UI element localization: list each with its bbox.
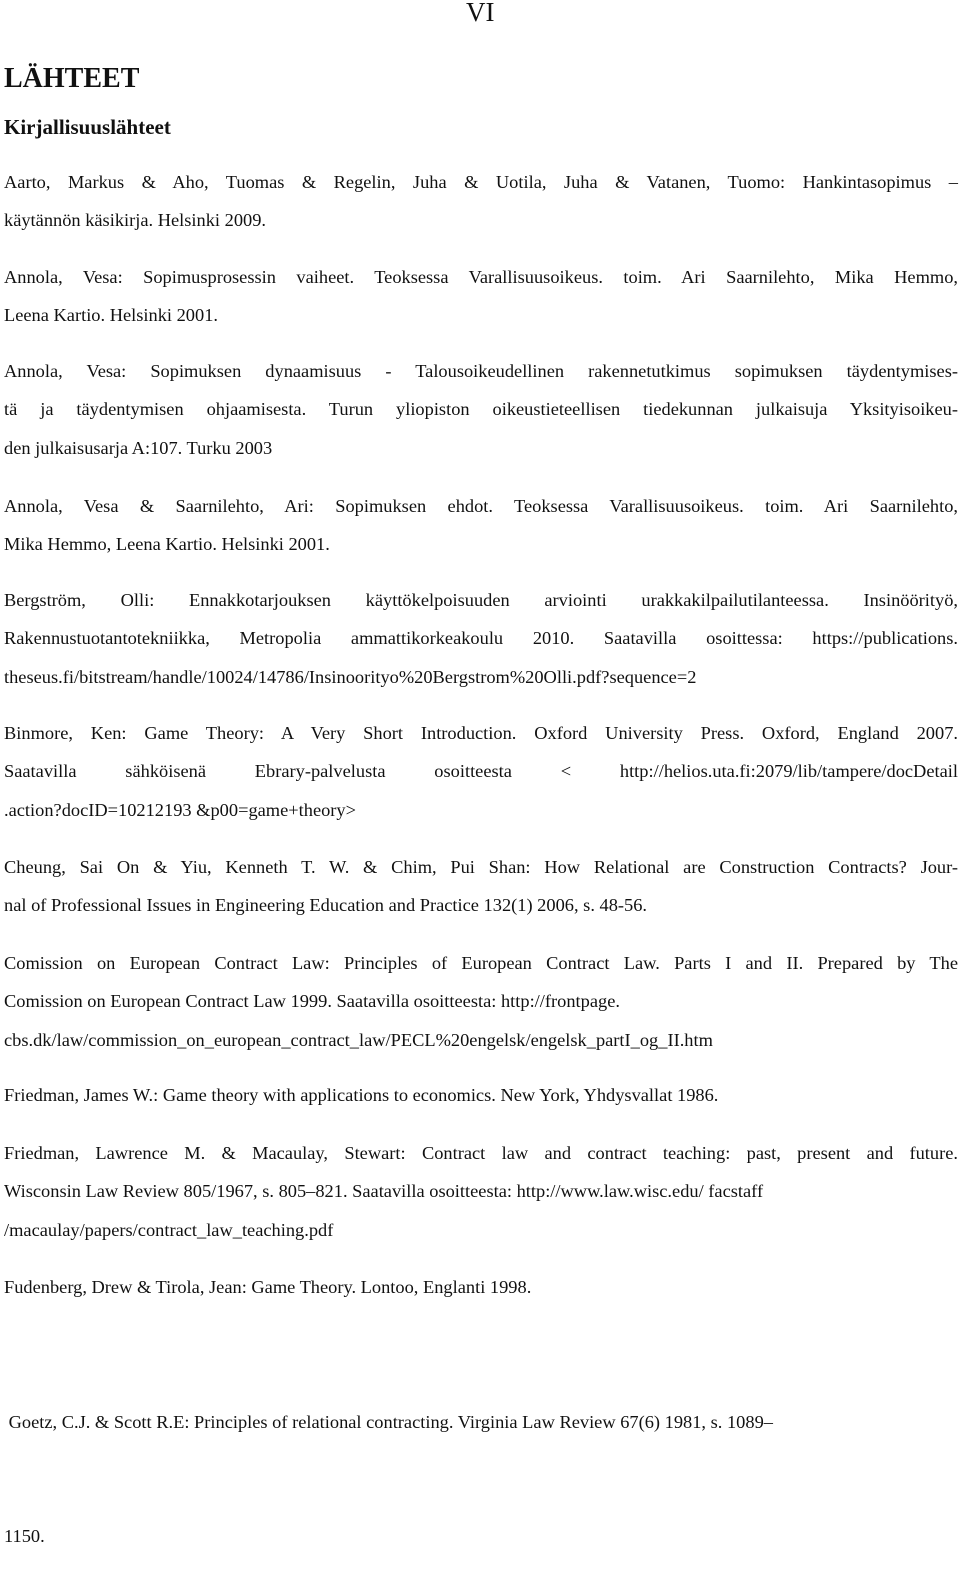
reference-line: Binmore, Ken: Game Theory: A Very Short Introduction. Oxford University Press. Oxford, England 2007. <box>4 723 958 743</box>
reference-entry <box>4 848 958 925</box>
reference-line: Leena Kartio. Helsinki 2001. <box>4 305 218 326</box>
reference-line: Annola, Vesa & Saarnilehto, Ari: Sopimuksen ehdot. Teoksessa Varallisuusoikeus. toim. Ari Saarnilehto, <box>4 496 958 516</box>
reference-line: Cheung, Sai On & Yiu, Kenneth T. W. & Chim, Pui Shan: How Relational are Construction Contracts? Jour- <box>4 857 958 877</box>
section-heading: Kirjallisuuslähteet <box>4 115 171 139</box>
reference-entry <box>4 1268 958 1306</box>
reference-entry <box>4 1134 958 1249</box>
reference-line: Bergström, Olli: Ennakkotarjouksen käyttökelpoisuuden arviointi urakkakilpailutilanteessa. Insinöörityö, <box>4 590 958 610</box>
reference-line: Comission on European Contract Law: Principles of European Contract Law. Parts I and II. Prepared by The <box>4 953 958 973</box>
reference-line: Saatavilla sähköisenä Ebrary-palvelusta osoitteesta < http://helios.uta.fi:2079/lib/tampere/docDetail <box>4 761 958 782</box>
reference-line: theseus.fi/bitstream/handle/10024/14786/Insinoorityo%20Bergstrom%20Olli.pdf?sequence=2 <box>4 666 697 687</box>
reference-line: Rakennustuotantotekniikka, Metropolia ammattikorkeakoulu 2010. Saatavilla osoittessa: https://publications. <box>4 628 958 649</box>
reference-entry <box>4 714 958 829</box>
reference-entry <box>4 487 958 564</box>
reference-entry <box>4 1326 958 1594</box>
reference-entry <box>4 944 958 1059</box>
reference-line: tä ja täydentymisen ohjaamisesta. Turun yliopiston oikeustieteellisen tiedekunnan julkaisuja Yksityisoikeu- <box>4 399 958 420</box>
reference-line: Mika Hemmo, Leena Kartio. Helsinki 2001. <box>4 534 330 555</box>
reference-line: Annola, Vesa: Sopimuksen dynaamisuus - Talousoikeudellinen rakennetutkimus sopimuksen täydentymises- <box>4 361 958 381</box>
reference-line: /macaulay/papers/contract_law_teaching.pdf <box>4 1219 334 1240</box>
page-title: LÄHTEET <box>4 63 140 94</box>
reference-line: Fudenberg, Drew & Tirola, Jean: Game Theory. Lontoo, Englanti 1998. <box>4 1277 532 1297</box>
reference-line: den julkaisusarja A:107. Turku 2003 <box>4 437 273 458</box>
reference-line: Friedman, James W.: Game theory with applications to economics. New York, Yhdysvallat 1986. <box>4 1085 719 1105</box>
reference-line: Goetz, C.J. & Scott R.E: Principles of relational contracting. Virginia Law Review 67(6) 1981, s. 1089– <box>4 1411 773 1432</box>
reference-line: Wisconsin Law Review 805/1967, s. 805–821. Saatavilla osoitteesta: http://www.law.wisc.edu/ facstaff <box>4 1181 764 1202</box>
reference-entry <box>4 163 958 240</box>
reference-line: Friedman, Lawrence M. & Macaulay, Stewart: Contract law and contract teaching: past, present and future. <box>4 1143 958 1163</box>
reference-entry <box>4 352 958 467</box>
reference-entry <box>4 1076 958 1114</box>
page-number: VI <box>466 0 495 27</box>
reference-line: nal of Professional Issues in Engineering Education and Practice 132(1) 2006, s. 48-56. <box>4 895 648 916</box>
reference-line: Aarto, Markus & Aho, Tuomas & Regelin, Juha & Uotila, Juha & Vatanen, Tuomo: Hankintasopimus – <box>4 172 958 192</box>
reference-line: 1150. <box>4 1526 45 1547</box>
reference-line: .action?docID=10212193 &p00=game+theory> <box>4 799 356 820</box>
reference-line: käytännön käsikirja. Helsinki 2009. <box>4 210 267 231</box>
reference-line: cbs.dk/law/commission_on_european_contract_law/PECL%20engelsk/engelsk_partI_og_II.htm <box>4 1029 713 1050</box>
reference-line: Annola, Vesa: Sopimusprosessin vaiheet. Teoksessa Varallisuusoikeus. toim. Ari Saarnilehto, Mika Hemmo, <box>4 267 958 287</box>
reference-entry <box>4 258 958 335</box>
reference-entry <box>4 581 958 696</box>
reference-line: Comission on European Contract Law 1999. Saatavilla osoitteesta: http://frontpage. <box>4 991 620 1012</box>
